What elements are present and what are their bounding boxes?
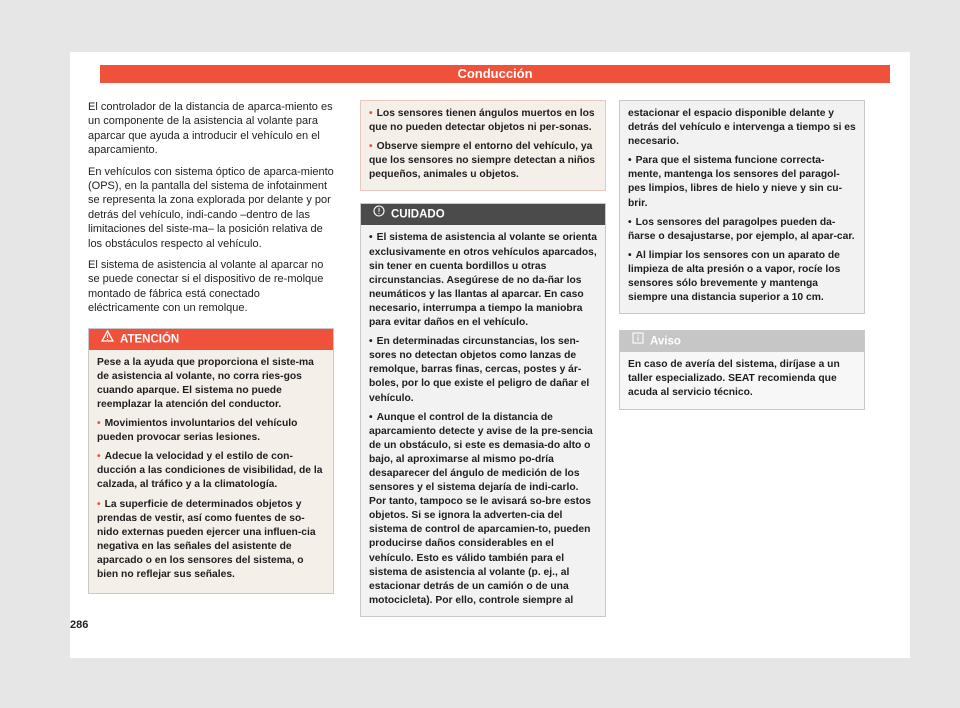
list-item: • Aunque el control de la distancia de aparcamiento detecte y avise de la pre-sencia de un obstáculo, si este es demasia-do alto o bajo, al aproximarse al mismo po-dría desaparecer del ángulo de medición de los sensores y el sistema dejaría de indi-carlo. Por tanto, tampoco se le avisará so-bre estos objetos. Si se ignora la adverten-cia del sistema de control de aparcamien-to, pueden producirse daños considerables en el vehículo. Esto es válido también para el sistema de asistencia al volante (p. ej., al estacionar detrás de un camión o de una motocicleta). Por ello, controle siempre al <box>369 411 593 606</box>
list-item: • Para que el sistema funcione correcta-mente, mantenga los sensores del paragol-pes limpios, libres de hielo y nieve y sin cu-brir. <box>628 155 843 209</box>
info-circle-icon <box>373 204 385 225</box>
column-3 <box>619 100 865 410</box>
caution-box <box>360 203 606 616</box>
paragraph: En vehículos con sistema óptico de aparca-miento (OPS), en la pantalla del sistema de infotainment se representa la zona explorada por delante y por detrás del vehículo, indi-cando –dentro de las limitaciones del siste-ma– la posición relativa de los obstáculos respecto al vehículo. <box>88 165 334 250</box>
list-item: • El sistema de asistencia al volante se orienta exclusivamente en otros vehículos aparcados, sin tener en cuenta bordillos u otras circunstancias. Asegúrese de no da-ñar los neumáticos y las llantas al aparcar. En caso necesario, interrumpa a tiempo la maniobra para evitar daños en el vehículo. <box>369 232 597 329</box>
note-title: Aviso <box>650 335 681 348</box>
caution-title: CUIDADO <box>391 209 445 221</box>
caution-header <box>361 204 605 225</box>
paragraph: El sistema de asistencia al volante al aparcar no se puede conectar si el dispositivo de re-molque montado de fábrica está conectado eléctricamente con un remolque. <box>88 259 324 315</box>
list-item: • Observe siempre el entorno del vehículo, ya que los sensores no siempre detectan a niños pequeños, animales u objetos. <box>369 141 596 181</box>
caution-continued-text: estacionar el espacio disponible delante y detrás del vehículo e intervenga a tiempo si es necesario. <box>628 108 856 148</box>
note-text: En caso de avería del sistema, diríjase a un taller especializado. SEAT recomienda que acuda al servicio técnico. <box>628 359 840 399</box>
section-header: Conducción <box>100 65 890 83</box>
column-1 <box>88 100 334 594</box>
note-header <box>620 331 864 352</box>
warning-triangle-icon <box>101 329 114 350</box>
caution-box-continued <box>619 100 865 314</box>
paragraph: El controlador de la distancia de aparca-miento es un componente de la asistencia al volante para aparcar que ayuda a introducir el vehículo en el aparcamiento. <box>88 101 333 157</box>
list-item: • Al limpiar los sensores con un aparato de limpieza de alta presión o a vapor, rocíe los sensores sólo brevemente y mantenga siempre una distancia superior a 10 cm. <box>628 249 841 304</box>
list-item: • Los sensores tienen ángulos muertos en los que no pueden detectar objetos ni per-sonas. <box>369 108 595 134</box>
column-2 <box>360 100 606 617</box>
warning-title: ATENCIÓN <box>120 333 180 346</box>
list-item: • Los sensores del paragolpes pueden da-ñarse o desajustarse, por ejemplo, al apar-car. <box>628 216 855 242</box>
list-item: • En determinadas circunstancias, los sen-sores no detectan objetos como lanzas de remolque, barras finas, cercas, postes y ár-boles, por lo que existe el peligro de dañar el vehículo. <box>369 336 590 404</box>
list-item: • La superficie de determinados objetos y prendas de vestir, así como fuentes de so-nido externas pueden ejercer una influen-cia negativa en las señales del asistente de aparcado o en los sensores del sistema, o bien no reflejar sus señales. <box>97 498 316 580</box>
info-square-icon <box>632 331 644 352</box>
list-item: • Movimientos involuntarios del vehículo pueden provocar serias lesiones. <box>97 418 298 444</box>
list-item: • Adecue la velocidad y el estilo de con-ducción a las condiciones de visibilidad, de la calzada, al tráfico y a la climatología. <box>97 451 323 491</box>
warning-box-continued <box>360 100 606 191</box>
manual-page <box>70 52 910 658</box>
warning-header <box>89 329 333 350</box>
warning-intro: Pese a la ayuda que proporciona el siste-ma de asistencia al volante, no corra ries-gos cuando aparque. El sistema no puede reemplazar la atención del conductor. <box>97 356 314 410</box>
page-number: 286 <box>70 619 89 631</box>
note-box <box>619 330 865 409</box>
warning-box <box>88 328 334 594</box>
